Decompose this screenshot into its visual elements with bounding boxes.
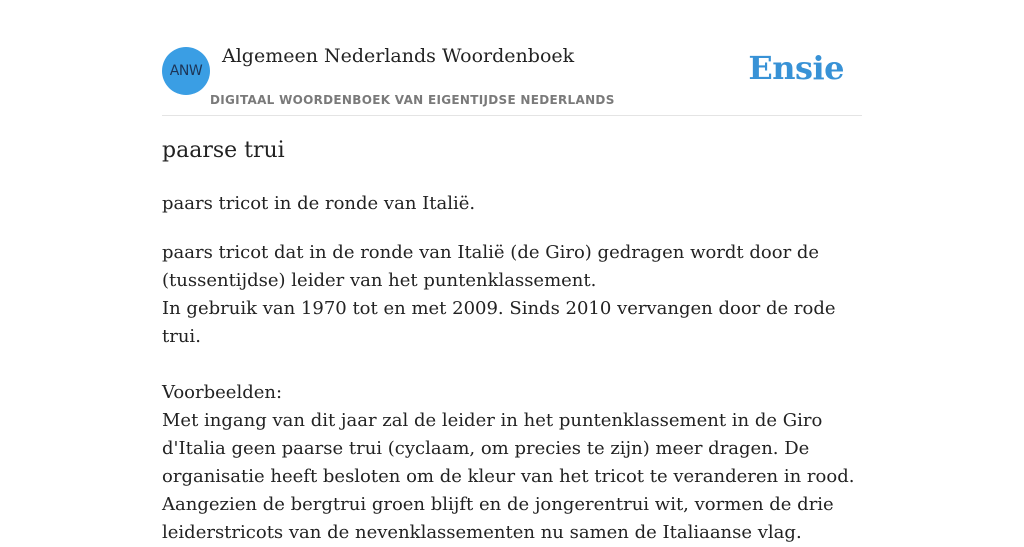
definition-text: paars tricot dat in de ronde van Italië (de Giro) gedragen wordt door de (tussentijdse) leider van het puntenklassement. xyxy=(162,242,820,291)
site-subtitle: DIGITAAL WOORDENBOEK VAN EIGENTIJDSE NEDERLANDS xyxy=(210,93,615,107)
example-text: Met ingang van dit jaar zal de leider in het puntenklassement in de Giro d'Italia geen paarse trui (cyclaam, om precies te zijn) meer dragen. De organisatie heeft besloten om de kleur van het tricot te veranderen in rood. Aangezien de bergtrui groen blijft en de jongerentrui wit, vormen de drie leiderstricots van de nevenklassementen nu samen de Italiaanse vlag. xyxy=(162,410,855,543)
usage-note: In gebruik van 1970 tot en met 2009. Sinds 2010 vervangen door de rode trui. xyxy=(162,298,836,347)
site-header xyxy=(162,0,862,116)
short-definition: paars tricot in de ronde van Italië. xyxy=(162,193,476,214)
examples-label: Voorbeelden: xyxy=(162,382,283,403)
main-content xyxy=(162,0,862,543)
entry-body xyxy=(162,239,862,547)
paragraph-spacer xyxy=(162,351,862,379)
entry-title: paarse trui xyxy=(162,138,285,163)
site-title[interactable]: Algemeen Nederlands Woordenboek xyxy=(222,45,575,67)
ensie-brand-logo[interactable]: Ensie xyxy=(748,49,844,87)
anw-logo[interactable]: ANW xyxy=(162,47,210,95)
